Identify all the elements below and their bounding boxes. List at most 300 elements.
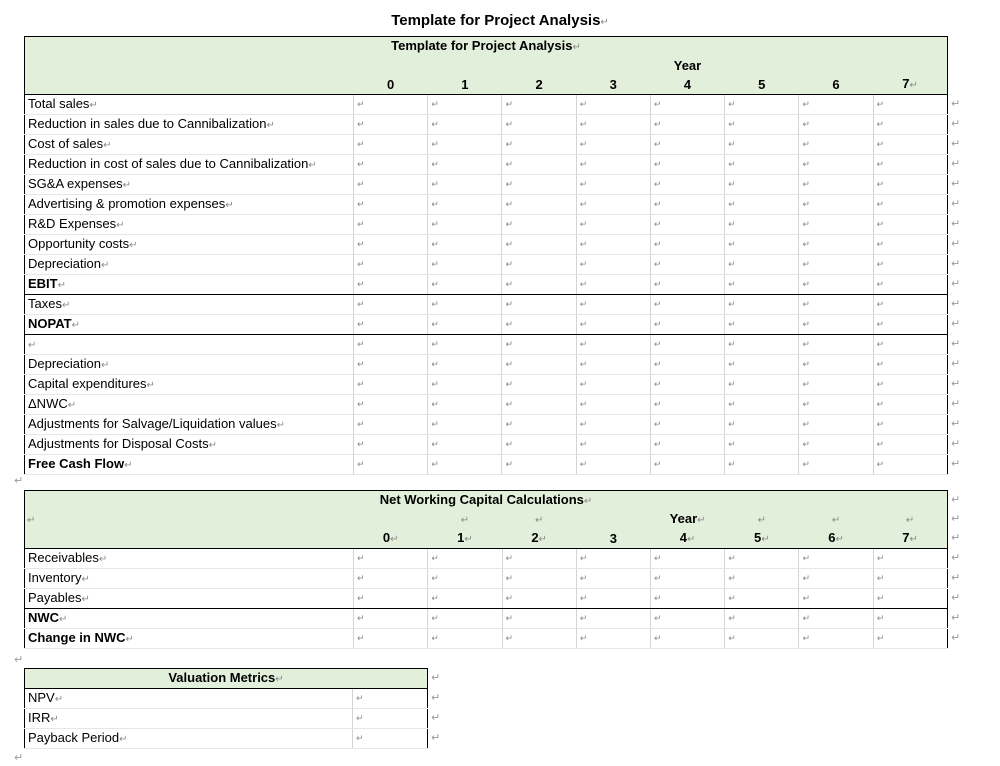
value-cell[interactable] — [650, 395, 724, 415]
value-cell[interactable] — [502, 215, 576, 235]
value-cell[interactable] — [650, 549, 724, 569]
value-cell[interactable] — [502, 315, 576, 335]
paragraph-mark: ↵ — [122, 179, 132, 191]
row-end-mark: ↵ — [431, 731, 441, 744]
row-end-mark: ↵ — [951, 493, 961, 506]
paragraph-mark: ↵ — [125, 633, 134, 645]
value-cell[interactable] — [428, 569, 502, 589]
paragraph-mark: ↵ — [909, 533, 918, 545]
value-cell[interactable] — [502, 195, 576, 215]
value-cell[interactable] — [725, 175, 799, 195]
paragraph-mark: ↵ — [431, 613, 439, 623]
paragraph-mark: ↵ — [653, 299, 662, 309]
value-cell[interactable] — [576, 315, 650, 335]
value-cell[interactable] — [502, 95, 576, 115]
value-cell[interactable] — [502, 295, 576, 315]
value-cell[interactable] — [799, 355, 873, 375]
value-cell[interactable] — [873, 455, 947, 475]
value-cell[interactable] — [650, 629, 724, 649]
value-cell[interactable] — [353, 729, 428, 749]
value-cell[interactable] — [502, 609, 576, 629]
value-cell[interactable] — [725, 155, 799, 175]
paragraph-mark: ↵ — [802, 159, 810, 169]
table-header-title — [25, 37, 948, 57]
value-cell[interactable] — [354, 235, 428, 255]
value-cell[interactable] — [799, 235, 873, 255]
value-cell[interactable] — [650, 335, 724, 355]
paragraph-mark: ↵ — [116, 219, 125, 231]
value-cell[interactable] — [354, 255, 428, 275]
row-end-mark: ↵ — [951, 571, 961, 584]
value-cell[interactable] — [873, 215, 947, 235]
year-label: Year — [650, 56, 724, 75]
value-cell[interactable] — [502, 435, 576, 455]
value-cell[interactable] — [428, 455, 502, 475]
nwc-calculations-table — [24, 490, 948, 649]
year-header-0: 0↵ — [354, 529, 428, 549]
value-cell[interactable] — [502, 629, 576, 649]
value-cell[interactable] — [799, 155, 873, 175]
value-cell[interactable] — [725, 275, 799, 295]
value-cell[interactable] — [428, 135, 502, 155]
value-cell[interactable] — [428, 375, 502, 395]
value-cell[interactable] — [650, 175, 724, 195]
value-cell[interactable] — [799, 455, 873, 475]
paragraph-mark: ↵ — [653, 139, 662, 149]
year-header-6: 6↵ — [799, 529, 873, 549]
value-cell[interactable] — [428, 629, 502, 649]
value-cell[interactable] — [873, 589, 947, 609]
table-row — [25, 569, 948, 589]
row-end-mark: ↵ — [431, 691, 441, 704]
value-cell[interactable] — [873, 135, 947, 155]
paragraph-mark: ↵ — [505, 419, 513, 429]
value-cell[interactable] — [873, 355, 947, 375]
value-cell[interactable] — [502, 415, 576, 435]
value-cell[interactable] — [428, 609, 502, 629]
value-cell[interactable] — [354, 609, 428, 629]
table-row — [25, 689, 428, 709]
paragraph-mark: ↵ — [431, 359, 439, 369]
value-cell[interactable] — [428, 355, 502, 375]
paragraph-mark: ↵ — [357, 419, 365, 429]
value-cell[interactable] — [502, 255, 576, 275]
value-cell[interactable] — [354, 375, 428, 395]
value-cell[interactable] — [725, 629, 799, 649]
paragraph-mark: ↵ — [505, 399, 513, 409]
value-cell[interactable] — [576, 569, 650, 589]
value-cell[interactable] — [428, 115, 502, 135]
paragraph-mark: ↵ — [579, 633, 588, 643]
value-cell[interactable] — [799, 135, 873, 155]
value-cell[interactable] — [725, 375, 799, 395]
value-cell[interactable] — [428, 435, 502, 455]
value-cell[interactable] — [725, 609, 799, 629]
value-cell[interactable] — [725, 95, 799, 115]
value-cell[interactable] — [428, 415, 502, 435]
value-cell[interactable] — [576, 275, 650, 295]
paragraph-mark: ↵ — [802, 573, 810, 583]
paragraph-mark: ↵ — [431, 199, 439, 209]
value-cell[interactable] — [725, 355, 799, 375]
value-cell[interactable] — [873, 195, 947, 215]
paragraph-mark: ↵ — [579, 299, 588, 309]
value-cell[interactable] — [873, 175, 947, 195]
value-cell[interactable] — [576, 375, 650, 395]
row-label-text: Adjustments for Disposal Costs — [28, 435, 209, 451]
paragraph-mark: ↵ — [728, 399, 736, 409]
value-cell[interactable] — [576, 549, 650, 569]
value-cell[interactable] — [650, 295, 724, 315]
value-cell[interactable] — [873, 549, 947, 569]
paragraph-mark: ↵ — [653, 199, 662, 209]
value-cell[interactable] — [354, 629, 428, 649]
value-cell[interactable] — [799, 569, 873, 589]
value-cell[interactable] — [576, 355, 650, 375]
value-cell[interactable] — [502, 135, 576, 155]
value-cell[interactable] — [650, 609, 724, 629]
paragraph-mark: ↵ — [308, 159, 317, 171]
value-cell[interactable] — [650, 215, 724, 235]
value-cell[interactable] — [799, 629, 873, 649]
row-label — [25, 235, 354, 255]
document-title: Template for Project Analysis↵ — [391, 12, 609, 29]
value-cell[interactable] — [428, 315, 502, 335]
value-cell[interactable] — [873, 569, 947, 589]
paragraph-mark: ↵ — [431, 419, 439, 429]
paragraph-mark: ↵ — [14, 654, 24, 666]
value-cell[interactable] — [650, 315, 724, 335]
year-numbers-row — [25, 75, 948, 95]
value-cell[interactable] — [428, 335, 502, 355]
value-cell[interactable] — [650, 415, 724, 435]
value-cell[interactable] — [502, 549, 576, 569]
row-label-text: Reduction in sales due to Cannibalization — [28, 115, 267, 131]
paragraph-mark: ↵ — [728, 119, 736, 129]
row-label-text: Payback Period — [28, 729, 120, 745]
value-cell[interactable] — [576, 455, 650, 475]
value-cell[interactable] — [428, 235, 502, 255]
value-cell[interactable] — [799, 215, 873, 235]
value-cell[interactable] — [873, 315, 947, 335]
value-cell[interactable] — [354, 275, 428, 295]
row-label — [25, 215, 354, 235]
row-label-text: EBIT — [28, 275, 58, 291]
value-cell[interactable] — [725, 315, 799, 335]
paragraph-mark: ↵ — [579, 259, 588, 269]
value-cell[interactable] — [725, 255, 799, 275]
value-cell[interactable] — [650, 95, 724, 115]
value-cell[interactable] — [354, 455, 428, 475]
value-cell[interactable] — [576, 609, 650, 629]
value-cell[interactable] — [725, 335, 799, 355]
paragraph-mark: ↵ — [505, 179, 513, 189]
value-cell[interactable] — [428, 215, 502, 235]
value-cell[interactable] — [428, 589, 502, 609]
value-cell[interactable] — [650, 255, 724, 275]
value-cell[interactable] — [576, 395, 650, 415]
row-label-text: Opportunity costs — [28, 235, 130, 251]
value-cell[interactable] — [799, 549, 873, 569]
value-cell[interactable] — [428, 395, 502, 415]
paragraph-mark: ↵ — [728, 379, 736, 389]
value-cell[interactable] — [650, 455, 724, 475]
value-cell[interactable] — [650, 235, 724, 255]
row-end-mark: ↵ — [951, 611, 961, 624]
value-cell[interactable] — [873, 235, 947, 255]
value-cell[interactable] — [502, 455, 576, 475]
value-cell[interactable] — [799, 95, 873, 115]
value-cell[interactable] — [873, 295, 947, 315]
paragraph-mark: ↵ — [505, 319, 513, 329]
value-cell[interactable] — [873, 395, 947, 415]
row-label — [25, 375, 354, 395]
value-cell[interactable] — [873, 155, 947, 175]
value-cell[interactable] — [799, 275, 873, 295]
value-cell[interactable] — [799, 115, 873, 135]
paragraph-mark: ↵ — [579, 359, 588, 369]
row-label — [25, 355, 354, 375]
value-cell[interactable] — [799, 609, 873, 629]
valuation-metrics-table — [24, 668, 428, 749]
value-cell[interactable] — [502, 375, 576, 395]
value-cell[interactable] — [354, 415, 428, 435]
row-label-text: Free Cash Flow — [28, 455, 125, 471]
paragraph-mark: ↵ — [579, 613, 588, 623]
value-cell[interactable] — [650, 115, 724, 135]
value-cell[interactable] — [354, 395, 428, 415]
paragraph-mark: ↵ — [28, 339, 37, 351]
value-cell[interactable] — [873, 609, 947, 629]
value-cell[interactable] — [873, 115, 947, 135]
value-cell[interactable] — [873, 95, 947, 115]
value-cell[interactable] — [353, 709, 428, 729]
value-cell[interactable] — [502, 569, 576, 589]
value-cell[interactable] — [428, 295, 502, 315]
value-cell[interactable] — [502, 115, 576, 135]
value-cell[interactable] — [725, 115, 799, 135]
value-cell[interactable] — [576, 295, 650, 315]
value-cell[interactable] — [502, 589, 576, 609]
value-cell[interactable] — [576, 255, 650, 275]
value-cell[interactable] — [502, 395, 576, 415]
value-cell[interactable] — [799, 175, 873, 195]
value-cell[interactable] — [799, 335, 873, 355]
paragraph-mark: ↵ — [876, 633, 885, 643]
value-cell[interactable] — [576, 115, 650, 135]
value-cell[interactable] — [799, 255, 873, 275]
row-label — [25, 255, 354, 275]
paragraph-mark: ↵ — [728, 593, 736, 603]
value-cell[interactable] — [428, 255, 502, 275]
value-cell[interactable] — [502, 335, 576, 355]
paragraph-mark: ↵ — [653, 259, 662, 269]
paragraph-mark: ↵ — [802, 379, 810, 389]
paragraph-mark: ↵ — [579, 199, 588, 209]
value-cell[interactable] — [725, 455, 799, 475]
paragraph-mark: ↵ — [59, 613, 68, 625]
value-cell[interactable] — [428, 95, 502, 115]
value-cell[interactable] — [799, 295, 873, 315]
paragraph-mark: ↵ — [728, 139, 736, 149]
value-cell[interactable] — [799, 195, 873, 215]
value-cell[interactable] — [650, 155, 724, 175]
value-cell[interactable] — [873, 335, 947, 355]
value-cell[interactable] — [354, 295, 428, 315]
value-cell[interactable] — [354, 95, 428, 115]
value-cell[interactable] — [428, 175, 502, 195]
value-cell[interactable] — [725, 195, 799, 215]
value-cell[interactable] — [650, 569, 724, 589]
value-cell[interactable] — [873, 415, 947, 435]
value-cell[interactable] — [502, 275, 576, 295]
paragraph-mark: ↵ — [802, 459, 810, 469]
value-cell[interactable] — [576, 415, 650, 435]
value-cell[interactable] — [650, 275, 724, 295]
value-cell[interactable] — [725, 395, 799, 415]
row-label-text: Depreciation — [28, 355, 101, 371]
value-cell[interactable] — [799, 589, 873, 609]
paragraph-mark: ↵ — [14, 475, 24, 487]
paragraph-mark: ↵ — [57, 279, 67, 291]
value-cell[interactable] — [576, 215, 650, 235]
value-cell[interactable] — [650, 135, 724, 155]
row-label — [25, 115, 354, 135]
value-cell[interactable] — [725, 569, 799, 589]
value-cell[interactable] — [873, 435, 947, 455]
paragraph-mark: ↵ — [876, 459, 885, 469]
paragraph-mark: ↵ — [802, 219, 810, 229]
paragraph-mark: ↵ — [876, 439, 885, 449]
row-label — [25, 569, 354, 589]
value-cell[interactable] — [354, 335, 428, 355]
value-cell[interactable] — [576, 175, 650, 195]
value-cell[interactable] — [576, 629, 650, 649]
value-cell[interactable] — [725, 415, 799, 435]
value-cell[interactable] — [428, 549, 502, 569]
value-cell[interactable] — [799, 375, 873, 395]
value-cell[interactable] — [576, 335, 650, 355]
value-cell[interactable] — [576, 235, 650, 255]
value-cell[interactable] — [502, 355, 576, 375]
row-label-text: R&D Expenses — [28, 215, 117, 231]
value-cell[interactable] — [354, 215, 428, 235]
value-cell[interactable] — [650, 375, 724, 395]
paragraph-mark: ↵ — [505, 593, 514, 603]
year-header-7: 7↵ — [873, 529, 947, 549]
value-cell[interactable] — [873, 275, 947, 295]
value-cell[interactable] — [354, 315, 428, 335]
value-cell[interactable] — [576, 195, 650, 215]
paragraph-mark: ↵ — [802, 553, 810, 563]
value-cell[interactable] — [502, 235, 576, 255]
value-cell[interactable] — [354, 435, 428, 455]
year-header-3: 3 — [576, 75, 650, 95]
value-cell[interactable] — [502, 155, 576, 175]
value-cell[interactable] — [428, 195, 502, 215]
value-cell[interactable] — [502, 175, 576, 195]
value-cell[interactable] — [354, 355, 428, 375]
table-row — [25, 335, 948, 355]
value-cell[interactable] — [576, 155, 650, 175]
value-cell[interactable] — [650, 589, 724, 609]
value-cell[interactable] — [353, 689, 428, 709]
paragraph-mark: ↵ — [208, 439, 218, 451]
paragraph-mark: ↵ — [431, 159, 439, 169]
value-cell[interactable] — [354, 589, 428, 609]
paragraph-mark: ↵ — [802, 179, 810, 189]
value-cell[interactable] — [428, 155, 502, 175]
value-cell[interactable] — [354, 135, 428, 155]
value-cell[interactable] — [354, 175, 428, 195]
value-cell[interactable] — [725, 135, 799, 155]
paragraph-mark: ↵ — [357, 299, 365, 309]
value-cell[interactable] — [354, 115, 428, 135]
value-cell[interactable] — [576, 435, 650, 455]
paragraph-mark: ↵ — [81, 593, 90, 605]
paragraph-mark: ↵ — [357, 239, 365, 249]
value-cell[interactable] — [799, 315, 873, 335]
paragraph-mark: ↵ — [909, 79, 918, 91]
value-cell[interactable] — [354, 569, 428, 589]
value-cell[interactable] — [354, 195, 428, 215]
value-cell[interactable] — [799, 395, 873, 415]
paragraph-mark: ↵ — [579, 399, 588, 409]
paragraph-mark: ↵ — [802, 419, 810, 429]
value-cell[interactable] — [873, 255, 947, 275]
value-cell[interactable] — [576, 95, 650, 115]
value-cell[interactable] — [650, 435, 724, 455]
value-cell[interactable] — [725, 435, 799, 455]
value-cell[interactable] — [354, 155, 428, 175]
value-cell[interactable] — [725, 215, 799, 235]
value-cell[interactable] — [650, 195, 724, 215]
value-cell[interactable] — [725, 549, 799, 569]
value-cell[interactable] — [354, 549, 428, 569]
value-cell[interactable] — [799, 435, 873, 455]
paragraph-mark: ↵ — [431, 279, 439, 289]
paragraph-mark: ↵ — [653, 379, 662, 389]
value-cell[interactable] — [428, 275, 502, 295]
paragraph-mark: ↵ — [653, 239, 662, 249]
value-cell[interactable] — [576, 135, 650, 155]
value-cell[interactable] — [576, 589, 650, 609]
value-cell[interactable] — [725, 235, 799, 255]
row-end-mark: ↵ — [951, 417, 961, 430]
row-label-text: Capital expenditures — [28, 375, 147, 391]
value-cell[interactable] — [725, 295, 799, 315]
paragraph-mark: ↵ — [802, 613, 810, 623]
value-cell[interactable] — [873, 375, 947, 395]
row-label-text: Reduction in cost of sales due to Cannibalization — [28, 155, 309, 171]
paragraph-mark: ↵ — [61, 299, 71, 311]
paragraph-mark: ↵ — [579, 573, 588, 583]
project-analysis-table — [24, 36, 948, 475]
header-row — [25, 37, 948, 57]
row-label — [25, 609, 354, 629]
paragraph-mark: ↵ — [653, 553, 662, 563]
value-cell[interactable] — [725, 589, 799, 609]
value-cell[interactable] — [873, 629, 947, 649]
paragraph-mark: ↵ — [653, 593, 662, 603]
paragraph-mark: ↵ — [538, 533, 547, 545]
table-row — [25, 435, 948, 455]
row-label — [25, 195, 354, 215]
value-cell[interactable] — [650, 355, 724, 375]
paragraph-mark: ↵ — [505, 439, 513, 449]
paragraph-mark: ↵ — [357, 613, 365, 623]
value-cell[interactable] — [799, 415, 873, 435]
